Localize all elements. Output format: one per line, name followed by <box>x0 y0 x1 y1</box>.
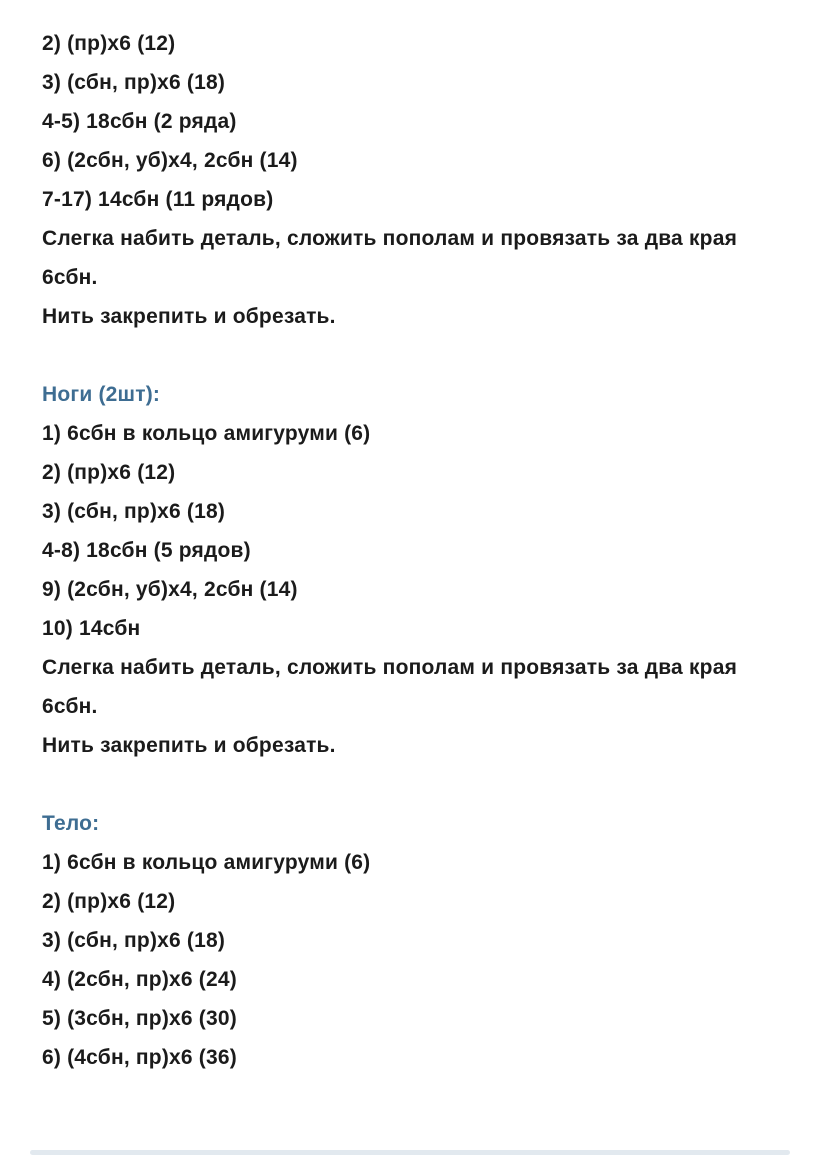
bottom-scroll-bar <box>30 1150 790 1155</box>
pattern-line: 2) (пр)х6 (12) <box>42 461 176 484</box>
pattern-line: 1) 6сбн в кольцо амигуруми (6) <box>42 422 371 445</box>
pattern-line: 6сбн. <box>42 695 98 718</box>
pattern-line: 3) (сбн, пр)х6 (18) <box>42 71 226 94</box>
pattern-line: Слегка набить деталь, сложить пополам и провязать за два края <box>42 656 738 679</box>
pattern-line: 3) (сбн, пр)х6 (18) <box>42 500 226 523</box>
section-heading: Ноги (2шт): <box>42 383 161 406</box>
pattern-line: Слегка набить деталь, сложить пополам и провязать за два края <box>42 227 738 250</box>
pattern-line: Нить закрепить и обрезать. <box>42 734 336 757</box>
pattern-line: 10) 14сбн <box>42 617 141 640</box>
pattern-line: 6) (2сбн, уб)х4, 2сбн (14) <box>42 149 298 172</box>
pattern-line: 1) 6сбн в кольцо амигуруми (6) <box>42 851 371 874</box>
pattern-line: 2) (пр)х6 (12) <box>42 890 176 913</box>
pattern-line: Нить закрепить и обрезать. <box>42 305 336 328</box>
section-spacer <box>42 336 788 375</box>
pattern-line: 4) (2сбн, пр)х6 (24) <box>42 968 237 991</box>
pattern-line: 6сбн. <box>42 266 98 289</box>
pattern-line: 6) (4сбн, пр)х6 (36) <box>42 1046 237 1069</box>
pattern-line: 2) (пр)х6 (12) <box>42 32 176 55</box>
crochet-pattern-text <box>42 24 788 1077</box>
pattern-line: 3) (сбн, пр)х6 (18) <box>42 929 226 952</box>
pattern-line: 4-8) 18сбн (5 рядов) <box>42 539 251 562</box>
pattern-line: 5) (3сбн, пр)х6 (30) <box>42 1007 237 1030</box>
section-spacer <box>42 765 788 804</box>
pattern-line: 9) (2сбн, уб)х4, 2сбн (14) <box>42 578 298 601</box>
pattern-line: 7-17) 14сбн (11 рядов) <box>42 188 274 211</box>
pattern-line: 4-5) 18сбн (2 ряда) <box>42 110 237 133</box>
section-heading: Тело: <box>42 812 100 835</box>
